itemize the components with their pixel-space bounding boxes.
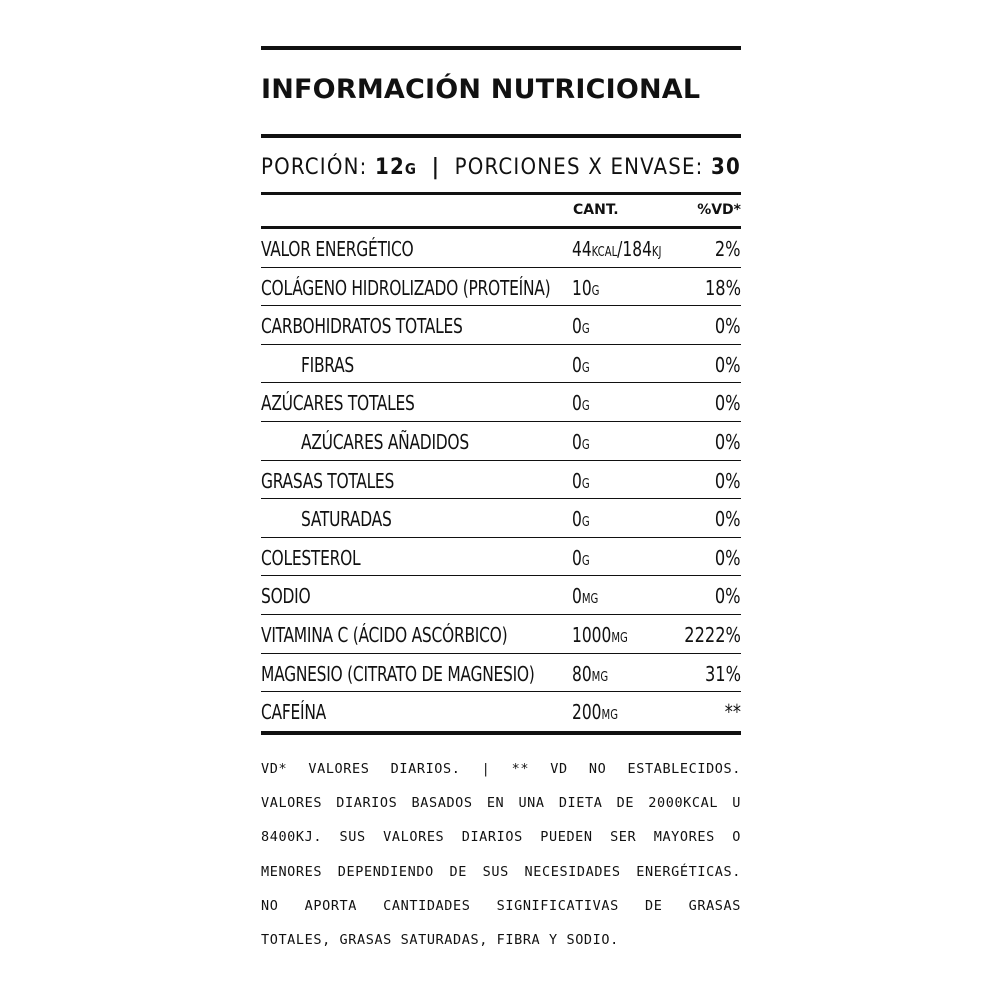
amount-value: 200 bbox=[572, 700, 602, 725]
nutrient-name: SATURADAS bbox=[301, 507, 392, 532]
amount-value: 0 bbox=[572, 429, 582, 454]
portion-size-value: 12 bbox=[374, 154, 405, 180]
nutrient-name: VALOR ENERGÉTICO bbox=[261, 237, 414, 261]
portion-separator: | bbox=[431, 154, 441, 180]
amount-value: 0 bbox=[572, 352, 582, 377]
table-row bbox=[261, 422, 741, 461]
amount-column-header: CANT. bbox=[573, 202, 619, 218]
column-headers bbox=[261, 198, 741, 224]
nutrient-name: FIBRAS bbox=[301, 352, 354, 377]
amount-unit: G bbox=[581, 437, 590, 453]
amount-unit: MG bbox=[601, 708, 619, 724]
nutrient-name: MAGNESIO (CITRATO DE MAGNESIO) bbox=[261, 661, 535, 686]
nutrient-amount bbox=[572, 353, 590, 377]
servings-per-container bbox=[455, 155, 741, 180]
page-title: INFORMACIÓN NUTRICIONAL bbox=[261, 74, 701, 105]
portion-line bbox=[261, 150, 741, 184]
nutrient-dv: 0% bbox=[715, 352, 741, 377]
nutrient-dv: 18% bbox=[705, 275, 741, 300]
nutrient-name: AZÚCARES TOTALES bbox=[261, 391, 415, 416]
nutrient-amount bbox=[572, 584, 598, 608]
nutrient-amount bbox=[572, 623, 628, 647]
title-rule bbox=[261, 134, 741, 138]
portion-rule bbox=[261, 192, 741, 195]
amount-unit: MG bbox=[591, 669, 609, 685]
amount-value: 0 bbox=[572, 314, 582, 339]
amount-unit: G bbox=[591, 283, 600, 299]
footnote-line: TOTALES, GRASAS SATURADAS, FIBRA Y SODIO. bbox=[261, 932, 619, 949]
nutrient-table bbox=[261, 229, 741, 731]
amount-unit: MG bbox=[611, 630, 628, 646]
nutrient-dv: 0% bbox=[715, 429, 741, 454]
nutrient-dv: ** bbox=[724, 700, 741, 725]
servings-value: 30 bbox=[711, 154, 741, 180]
nutrient-name: AZÚCARES AÑADIDOS bbox=[301, 429, 469, 454]
bottom-rule bbox=[261, 731, 741, 735]
servings-label: PORCIONES X ENVASE: bbox=[454, 154, 704, 180]
footnote-line: VALORES DIARIOS BASADOS EN UNA DIETA DE 2000KCAL U bbox=[261, 795, 741, 812]
dv-column-header: %VD* bbox=[697, 202, 741, 218]
nutrient-dv: 0% bbox=[715, 545, 741, 570]
table-row bbox=[261, 383, 741, 422]
nutrient-name: SODIO bbox=[261, 584, 311, 609]
amount-unit-secondary: KJ bbox=[651, 245, 662, 260]
amount-unit: G bbox=[581, 399, 590, 415]
table-row bbox=[261, 499, 741, 538]
nutrient-name: GRASAS TOTALES bbox=[261, 468, 395, 493]
amount-unit: MG bbox=[581, 592, 599, 608]
amount-unit: G bbox=[581, 553, 590, 569]
amount-value: 0 bbox=[572, 507, 582, 532]
nutrient-dv: 0% bbox=[715, 314, 741, 339]
amount-value: 44 bbox=[572, 237, 592, 261]
footnote-line: MENORES DEPENDIENDO DE SUS NECESIDADES ENERGÉTICAS. bbox=[261, 863, 741, 880]
amount-value: 0 bbox=[572, 584, 582, 609]
footnote-line: 8400KJ. SUS VALORES DIARIOS PUEDEN SER MAYORES O bbox=[261, 829, 741, 846]
nutrient-dv: 0% bbox=[715, 391, 741, 416]
nutrient-name: COLÁGENO HIDROLIZADO (PROTEÍNA) bbox=[261, 275, 551, 300]
nutrient-name: VITAMINA C (ÁCIDO ASCÓRBICO) bbox=[261, 622, 508, 647]
amount-value: 0 bbox=[572, 468, 582, 493]
amount-unit: G bbox=[581, 515, 590, 531]
footnote-line: NO APORTA CANTIDADES SIGNIFICATIVAS DE GRASAS bbox=[261, 897, 741, 914]
nutrient-amount bbox=[572, 314, 590, 338]
amount-unit: KCAL bbox=[591, 245, 618, 260]
table-row bbox=[261, 268, 741, 307]
table-row bbox=[261, 229, 741, 268]
nutrient-dv: 2222% bbox=[684, 622, 741, 647]
nutrient-dv: 0% bbox=[715, 468, 741, 493]
amount-unit: G bbox=[581, 476, 590, 492]
amount-value: 0 bbox=[572, 391, 582, 416]
table-row bbox=[261, 692, 741, 731]
nutrient-amount bbox=[572, 546, 590, 570]
nutrient-dv: 2% bbox=[715, 237, 741, 261]
amount-unit: G bbox=[581, 360, 590, 376]
nutrient-amount bbox=[572, 662, 608, 686]
footnote-line: VD* VALORES DIARIOS. | ** VD NO ESTABLECIDOS. bbox=[261, 761, 741, 777]
nutrient-amount bbox=[572, 430, 590, 454]
amount-unit: G bbox=[581, 322, 590, 338]
amount-value: 80 bbox=[572, 661, 592, 686]
table-row bbox=[261, 345, 741, 384]
nutrient-dv: 0% bbox=[715, 507, 741, 532]
footnote bbox=[261, 752, 741, 957]
portion-size bbox=[261, 155, 417, 180]
table-row bbox=[261, 538, 741, 577]
amount-value-secondary: /184 bbox=[617, 237, 652, 261]
nutrient-amount bbox=[572, 391, 590, 415]
amount-value: 10 bbox=[572, 275, 592, 300]
nutrient-amount bbox=[572, 469, 590, 493]
nutrient-amount bbox=[572, 507, 590, 531]
nutrient-amount bbox=[572, 276, 599, 300]
nutrient-amount bbox=[572, 700, 618, 724]
portion-size-unit: G bbox=[404, 159, 418, 178]
portion-label: PORCIÓN: bbox=[261, 154, 368, 180]
nutrient-dv: 0% bbox=[715, 584, 741, 609]
table-row bbox=[261, 461, 741, 500]
nutrient-amount bbox=[572, 237, 661, 261]
nutrient-name: CAFEÍNA bbox=[261, 700, 326, 725]
table-row bbox=[261, 306, 741, 345]
table-row bbox=[261, 615, 741, 654]
table-row bbox=[261, 576, 741, 615]
amount-value: 0 bbox=[572, 545, 582, 570]
nutrient-name: CARBOHIDRATOS TOTALES bbox=[261, 314, 463, 339]
amount-value: 1000 bbox=[572, 622, 612, 647]
nutrient-name: COLESTEROL bbox=[261, 545, 361, 570]
table-row bbox=[261, 654, 741, 693]
nutrient-dv: 31% bbox=[705, 661, 741, 686]
top-rule bbox=[261, 46, 741, 50]
